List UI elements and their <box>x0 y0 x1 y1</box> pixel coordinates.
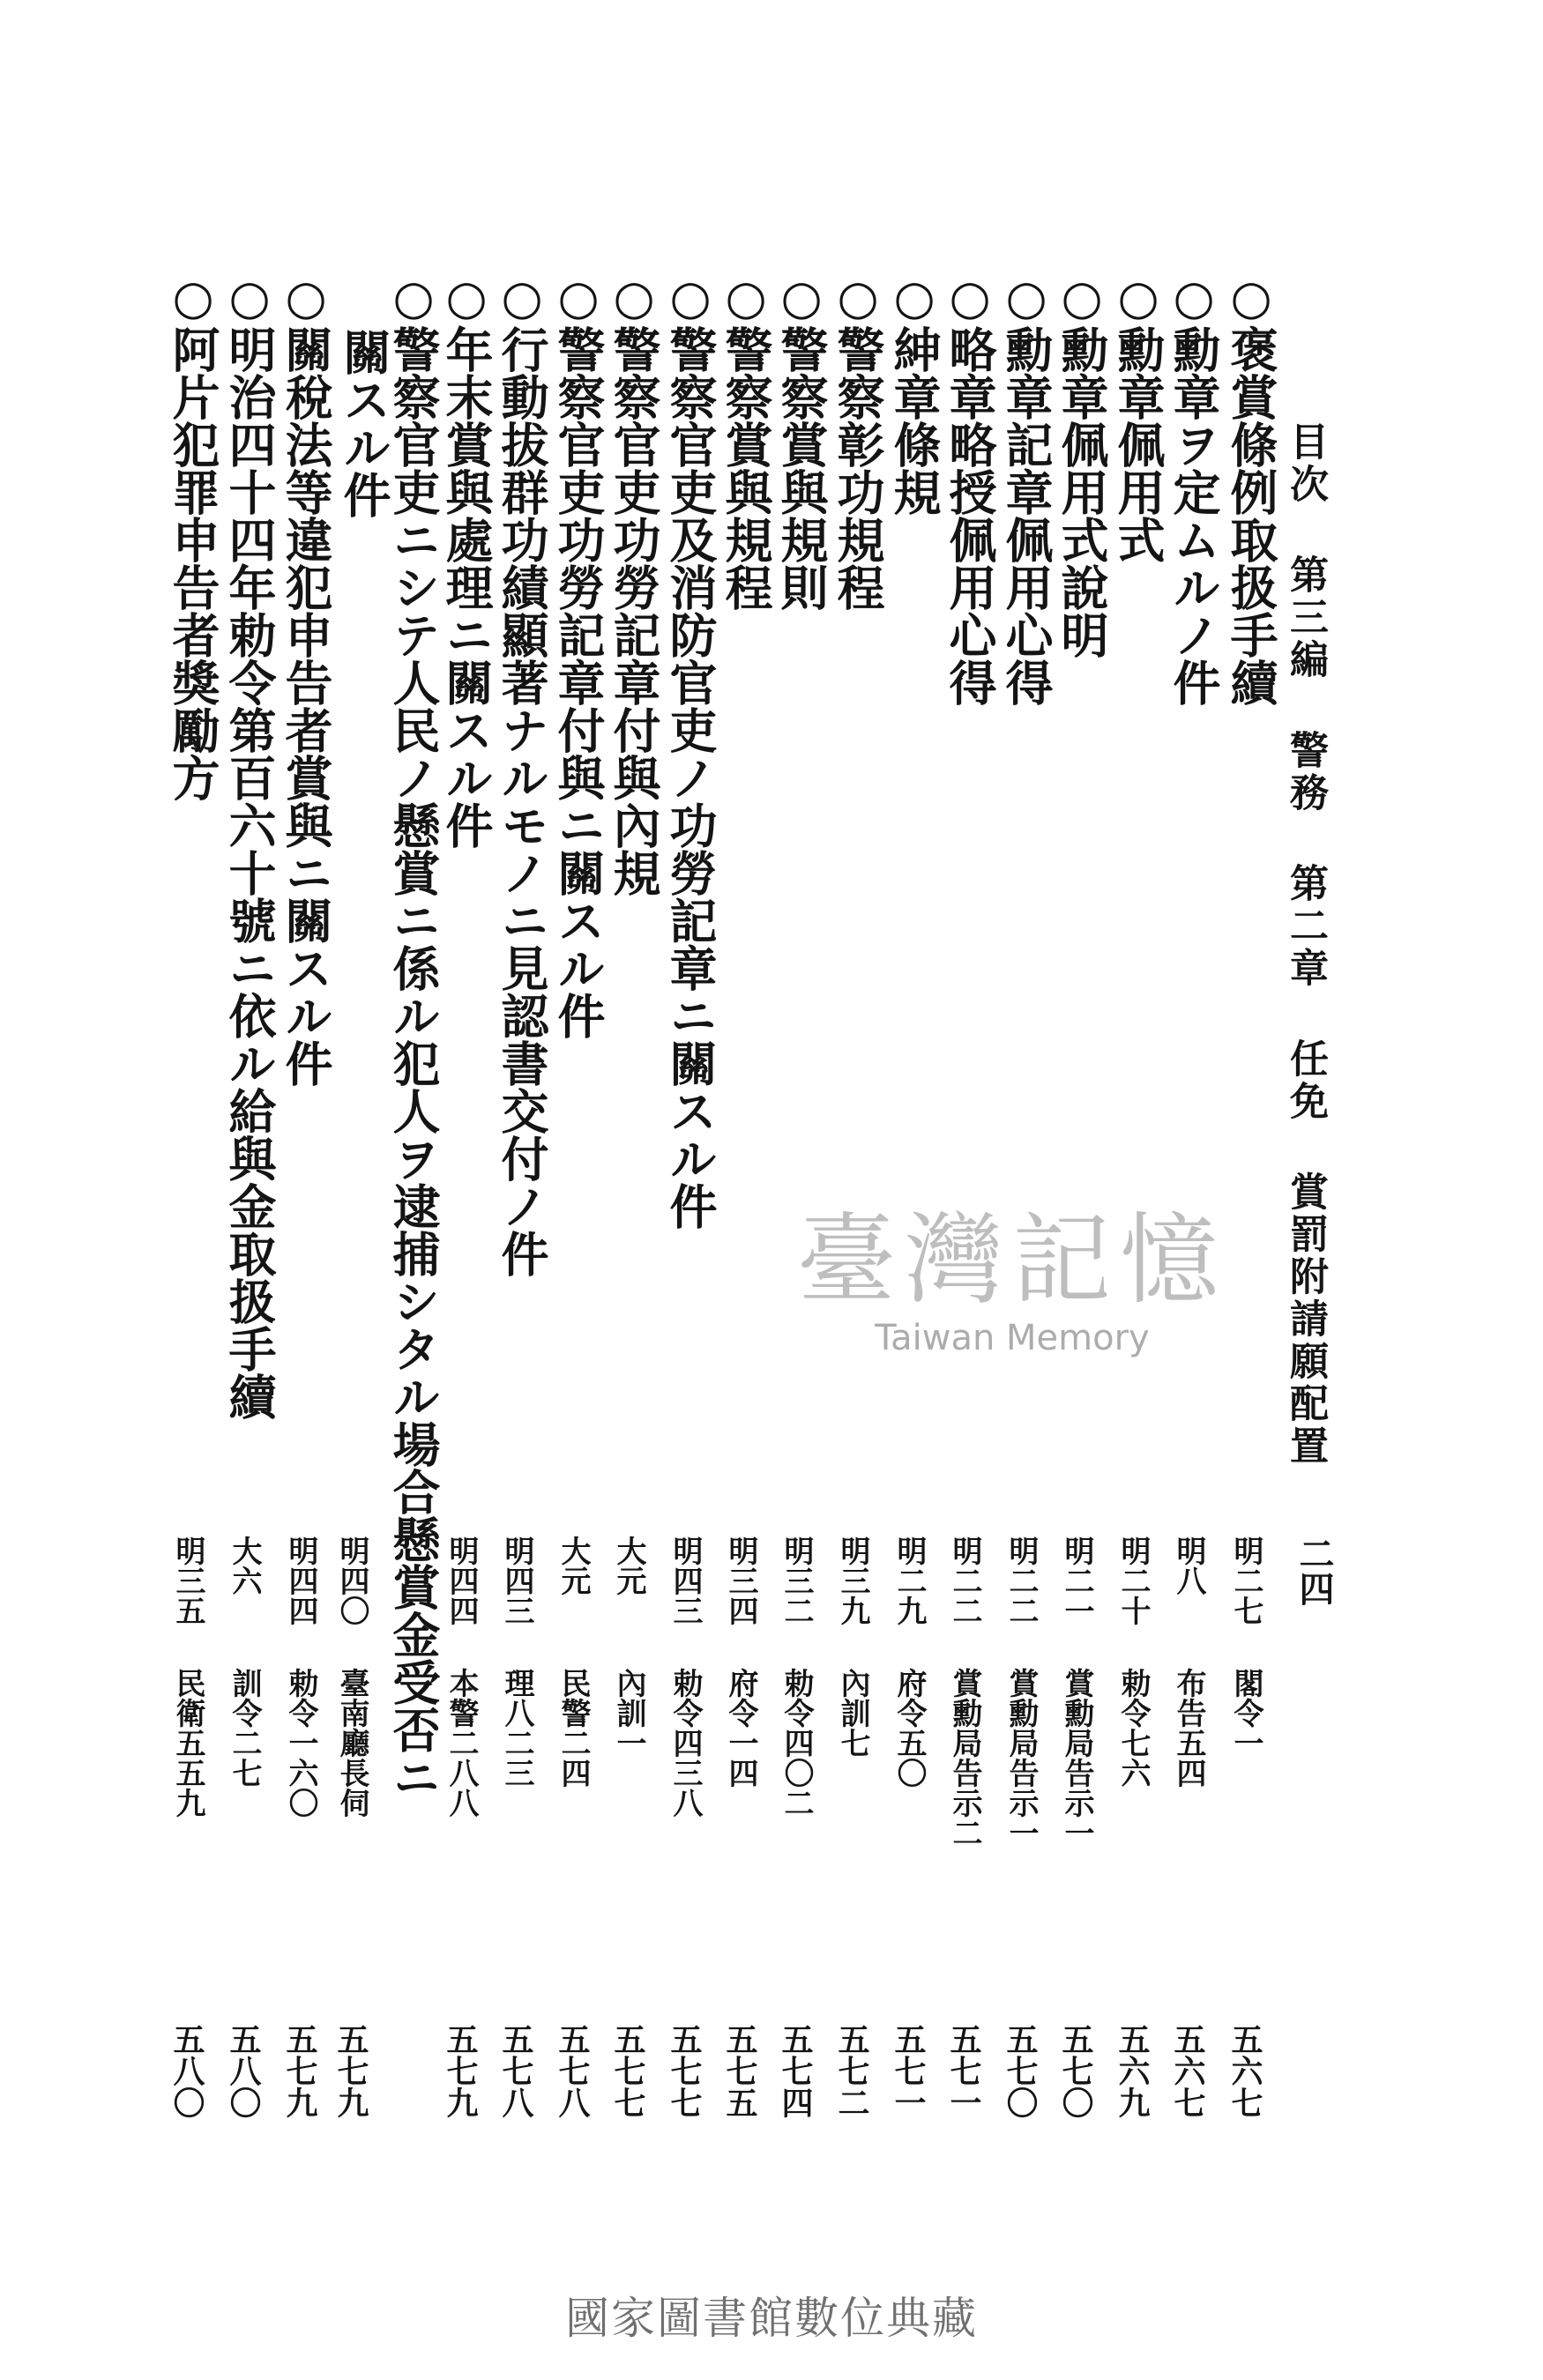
toc-entry-doc: 勅令一六〇 <box>283 1668 318 1818</box>
toc-entry-doc: 訓令二七 <box>227 1668 262 1788</box>
toc-entry-page: 五七〇 <box>1002 2023 1039 2118</box>
toc-entry-continuation: 關スル件 <box>336 328 392 518</box>
toc-entry-doc: 民警二四 <box>555 1668 591 1788</box>
toc-entry-doc: 內訓一 <box>611 1668 646 1758</box>
toc-entry-page: 五七一 <box>890 2023 927 2118</box>
toc-entry-page: 五七五 <box>721 2023 758 2118</box>
toc-entry-title: ○警察官吏功勞記章付與ニ關スル件 <box>550 269 607 1039</box>
toc-entry-source: 明二七 <box>1228 1536 1263 1625</box>
toc-entry-page: 五七二 <box>833 2023 870 2118</box>
toc-entry-source: 明二十 <box>1115 1536 1151 1625</box>
toc-entry-source: 明三二 <box>779 1536 814 1625</box>
toc-entry-page: 五七八 <box>554 2023 591 2118</box>
toc-entry-title: ○略章略授佩用心得 <box>942 269 998 706</box>
toc-entry-doc: 內訓七 <box>835 1668 870 1758</box>
toc-entry-source: 明四三 <box>499 1536 534 1625</box>
toc-entry-doc: 賞勳局告示一 <box>1003 1668 1039 1848</box>
toc-entry-doc: 民衛五五九 <box>170 1668 205 1818</box>
toc-entry-title: ○警察官吏ニシテ人民ノ懸賞ニ係ル犯人ヲ逮捕シタル場合懸賞金受否ニ <box>385 269 442 1801</box>
toc-entry-source: 明三五 <box>170 1536 205 1625</box>
toc-entry-title: ○警察彰功規程 <box>830 269 886 611</box>
toc-entry-doc: 本警二八八 <box>444 1668 479 1818</box>
toc-entry-title: ○警察官吏功勞記章付與內規 <box>606 269 662 896</box>
footer-archive-label: 國家圖書館數位典藏 <box>565 2293 978 2344</box>
toc-entry-source: 明八 <box>1171 1536 1206 1595</box>
toc-entry-page: 五七七 <box>609 2023 646 2118</box>
toc-entry-page: 五七四 <box>777 2023 814 2118</box>
toc-entry-page: 五七七 <box>666 2023 703 2118</box>
toc-entry-doc: 閣令一 <box>1228 1668 1263 1758</box>
watermark <box>765 1181 1259 1358</box>
toc-entry-page: 五六九 <box>1114 2023 1151 2118</box>
toc-entry-source: 大六 <box>227 1536 262 1595</box>
toc-entry-title: ○褒賞條例取扱手續 <box>1223 269 1279 706</box>
toc-entry-title: ○紳章條規 <box>886 269 943 516</box>
toc-entry-source: 明四〇 <box>334 1536 369 1625</box>
toc-entry-title: ○行動拔群功績顯著ナルモノニ見認書交付ノ件 <box>494 269 550 1277</box>
toc-entry-source: 明三九 <box>835 1536 870 1625</box>
toc-entry-title: ○關稅法等違犯申告者賞與ニ關スル件 <box>278 269 334 1087</box>
toc-entry-doc: 賞勳局告示一 <box>1059 1668 1094 1848</box>
toc-entry-source: 明四四 <box>444 1536 479 1625</box>
toc-entry-doc: 賞勳局告示二 <box>947 1668 982 1848</box>
toc-entry-source: 明四三 <box>667 1536 703 1625</box>
toc-entry-doc: 勅令四〇二 <box>779 1668 814 1818</box>
toc-entry-title: ○勳章ヲ定ムルノ件 <box>1166 269 1222 706</box>
watermark-chinese: 臺灣記憶 <box>797 1203 1227 1318</box>
toc-entry-source: 明三四 <box>723 1536 758 1625</box>
page-number: 二四 <box>1293 1536 1335 1606</box>
toc-entry-page: 五八〇 <box>225 2023 262 2118</box>
toc-entry-title: ○阿片犯罪申告者獎勵方 <box>165 269 221 801</box>
toc-entry-title: ○年末賞與處理ニ關スル件 <box>438 269 495 849</box>
toc-entry-title: ○勳章記章佩用心得 <box>998 269 1055 706</box>
toc-entry-source: 明二九 <box>891 1536 927 1625</box>
toc-entry-page: 五七一 <box>945 2023 982 2118</box>
toc-entry-title: ○警察賞與規程 <box>718 269 774 611</box>
toc-entry-page: 五七〇 <box>1057 2023 1094 2118</box>
toc-entry-page: 五八〇 <box>168 2023 205 2118</box>
toc-entry-source: 明二二 <box>947 1536 982 1625</box>
toc-entry-page: 五七九 <box>442 2023 479 2118</box>
toc-entry-doc: 臺南廳長伺 <box>334 1668 369 1818</box>
toc-entry-source: 大元 <box>555 1536 591 1595</box>
watermark-english: Taiwan Memory <box>875 1318 1150 1358</box>
toc-entry-doc: 勅令四三八 <box>667 1668 703 1818</box>
toc-entry-doc: 勅令七六 <box>1115 1668 1151 1788</box>
toc-entry-title: ○勳章佩用式說明 <box>1054 269 1110 658</box>
toc-entry-page: 五六七 <box>1226 2023 1263 2118</box>
toc-entry-doc: 理八二三 <box>499 1668 534 1788</box>
toc-entry-title: ○警察官吏及消防官吏ノ功勞記章ニ關スル件 <box>662 269 719 1230</box>
toc-entry-source: 明二二 <box>1003 1536 1039 1625</box>
toc-entry-page: 五七九 <box>281 2023 318 2118</box>
toc-entry-title: ○勳章佩用式 <box>1110 269 1167 563</box>
toc-entry-page: 五七八 <box>497 2023 534 2118</box>
toc-entry-source: 大元 <box>611 1536 646 1595</box>
toc-entry-doc: 府令五〇 <box>891 1668 927 1788</box>
toc-entry-page: 五六七 <box>1169 2023 1206 2118</box>
page-header: 目次 第三編 警務 第二章 任免 賞罰附請願配置 <box>1283 421 1328 1468</box>
toc-entry-doc: 府令一四 <box>723 1668 758 1788</box>
toc-entry-source: 明四四 <box>283 1536 318 1625</box>
toc-entry-doc: 布告五四 <box>1171 1668 1206 1788</box>
toc-entry-page: 五七九 <box>332 2023 369 2118</box>
toc-entry-title: ○警察賞與規則 <box>773 269 830 611</box>
toc-entry-title: ○明治四十四年勅令第百六十號ニ依ル給與金取扱手續 <box>221 269 278 1420</box>
toc-entry-source: 明二一 <box>1059 1536 1094 1625</box>
